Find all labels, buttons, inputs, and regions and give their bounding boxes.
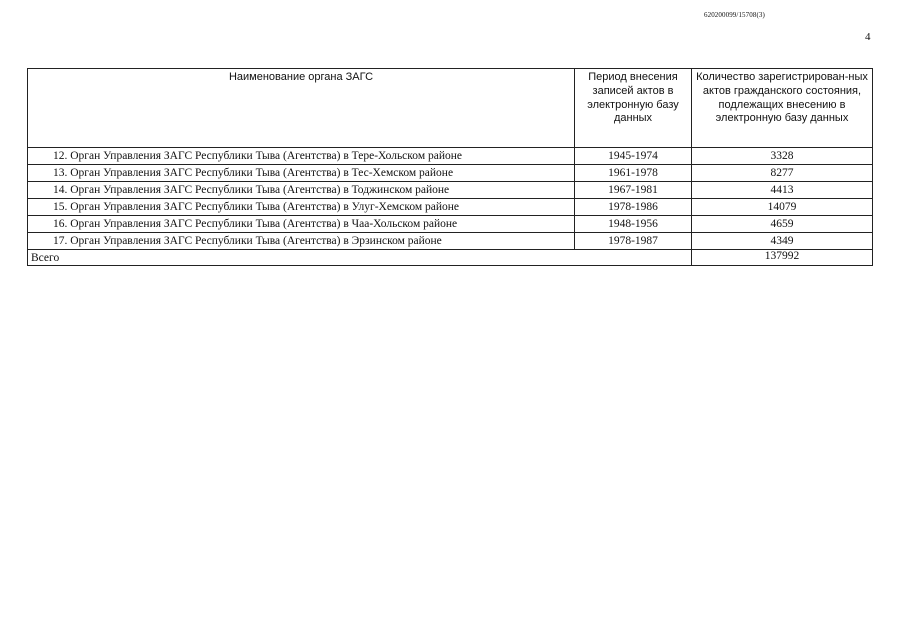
table-header-row [28, 69, 873, 148]
row-period: 1961-1978 [575, 165, 692, 182]
table-row [28, 165, 873, 182]
document-code: 620200099/15708(3) [704, 11, 765, 19]
registry-table [27, 68, 873, 266]
header-name: Наименование органа ЗАГС [28, 69, 575, 148]
row-name: 15. Орган Управления ЗАГС Республики Тыва (Агентства) в Улуг-Хемском районе [28, 199, 575, 216]
total-row [28, 250, 873, 266]
header-count: Количество зарегистрирован-ных актов гражданского состояния, подлежащих внесению в электронную базу данных [692, 69, 873, 148]
total-value: 137992 [692, 250, 873, 266]
row-period: 1967-1981 [575, 182, 692, 199]
row-name: 12. Орган Управления ЗАГС Республики Тыва (Агентства) в Тере-Хольском районе [28, 148, 575, 165]
row-name: 14. Орган Управления ЗАГС Республики Тыва (Агентства) в Тоджинском районе [28, 182, 575, 199]
table-row [28, 233, 873, 250]
row-period: 1978-1986 [575, 199, 692, 216]
row-name: 16. Орган Управления ЗАГС Республики Тыва (Агентства) в Чаа-Хольском районе [28, 216, 575, 233]
row-period: 1945-1974 [575, 148, 692, 165]
header-period: Период внесения записей актов в электронную базу данных [575, 69, 692, 148]
row-count: 4349 [692, 233, 873, 250]
row-period: 1978-1987 [575, 233, 692, 250]
table-row [28, 216, 873, 233]
row-period: 1948-1956 [575, 216, 692, 233]
row-name: 17. Орган Управления ЗАГС Республики Тыва (Агентства) в Эрзинском районе [28, 233, 575, 250]
row-count: 14079 [692, 199, 873, 216]
table-row [28, 182, 873, 199]
row-count: 3328 [692, 148, 873, 165]
table-row [28, 148, 873, 165]
table-row [28, 199, 873, 216]
page-number: 4 [865, 31, 871, 43]
row-count: 4659 [692, 216, 873, 233]
row-count: 8277 [692, 165, 873, 182]
row-count: 4413 [692, 182, 873, 199]
total-label: Всего [28, 250, 692, 266]
row-name: 13. Орган Управления ЗАГС Республики Тыва (Агентства) в Тес-Хемском районе [28, 165, 575, 182]
